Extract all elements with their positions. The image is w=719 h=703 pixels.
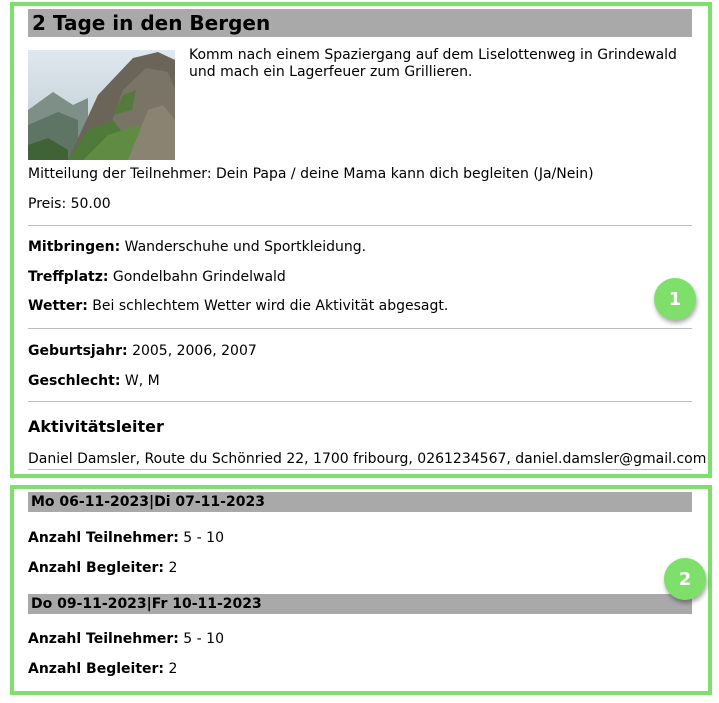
companions-value: 2 bbox=[168, 661, 178, 677]
birthyear-row bbox=[28, 343, 257, 360]
divider bbox=[28, 401, 692, 402]
participants-row bbox=[28, 530, 224, 547]
companions-row bbox=[28, 560, 177, 577]
companions-value: 2 bbox=[168, 560, 178, 576]
leader-info: Daniel Damsler, Route du Schönried 22, 1700 fribourg, 0261234567, daniel.damsler@gmail.com bbox=[28, 451, 707, 467]
divider bbox=[28, 225, 692, 226]
companions-label: Anzahl Begleiter: bbox=[28, 560, 165, 576]
participants-label: Anzahl Teilnehmer: bbox=[28, 530, 179, 546]
gender-value: W, M bbox=[124, 373, 160, 389]
participants-label: Anzahl Teilnehmer: bbox=[28, 631, 179, 647]
birthyear-value: 2005, 2006, 2007 bbox=[132, 343, 257, 359]
bring-row bbox=[28, 239, 366, 256]
annotation-badge-2: 2 bbox=[664, 558, 706, 600]
weather-label: Wetter: bbox=[28, 298, 88, 314]
annotation-badge-1: 1 bbox=[654, 278, 696, 320]
date-range-bar bbox=[28, 594, 692, 614]
activity-photo bbox=[28, 50, 175, 160]
birthyear-label: Geburtsjahr: bbox=[28, 343, 128, 359]
leader-heading: Aktivitätsleiter bbox=[28, 417, 164, 436]
divider bbox=[28, 328, 692, 329]
bring-label: Mitbringen: bbox=[28, 239, 121, 255]
gender-row bbox=[28, 373, 160, 390]
bring-value: Wanderschuhe und Sportkleidung. bbox=[124, 239, 367, 255]
participants-value: 5 - 10 bbox=[183, 530, 224, 546]
companions-row bbox=[28, 661, 177, 678]
meeting-value: Gondelbahn Grindelwald bbox=[112, 269, 286, 285]
participants-row bbox=[28, 631, 224, 648]
meeting-row bbox=[28, 269, 286, 286]
participant-message: Mitteilung der Teilnehmer: Dein Papa / deine Mama kann dich begleiten (Ja/Nein) bbox=[28, 166, 594, 182]
gender-label: Geschlecht: bbox=[28, 373, 121, 389]
activity-title: 2 Tage in den Bergen bbox=[32, 11, 271, 35]
companions-label: Anzahl Begleiter: bbox=[28, 661, 165, 677]
meeting-label: Treffplatz: bbox=[28, 269, 109, 285]
activity-title-bar bbox=[28, 9, 692, 37]
date-range: Do 09-11-2023|Fr 10-11-2023 bbox=[31, 596, 262, 612]
divider bbox=[28, 469, 692, 470]
price: Preis: 50.00 bbox=[28, 196, 111, 212]
activity-description: Komm nach einem Spaziergang auf dem Liselottenweg in Grindewald und mach ein Lagerfeuer zum Grillieren. bbox=[189, 47, 677, 80]
participants-value: 5 - 10 bbox=[183, 631, 224, 647]
date-range: Mo 06-11-2023|Di 07-11-2023 bbox=[31, 494, 265, 510]
weather-value: Bei schlechtem Wetter wird die Aktivität abgesagt. bbox=[92, 298, 449, 314]
date-range-bar bbox=[28, 492, 692, 512]
weather-row bbox=[28, 298, 448, 315]
